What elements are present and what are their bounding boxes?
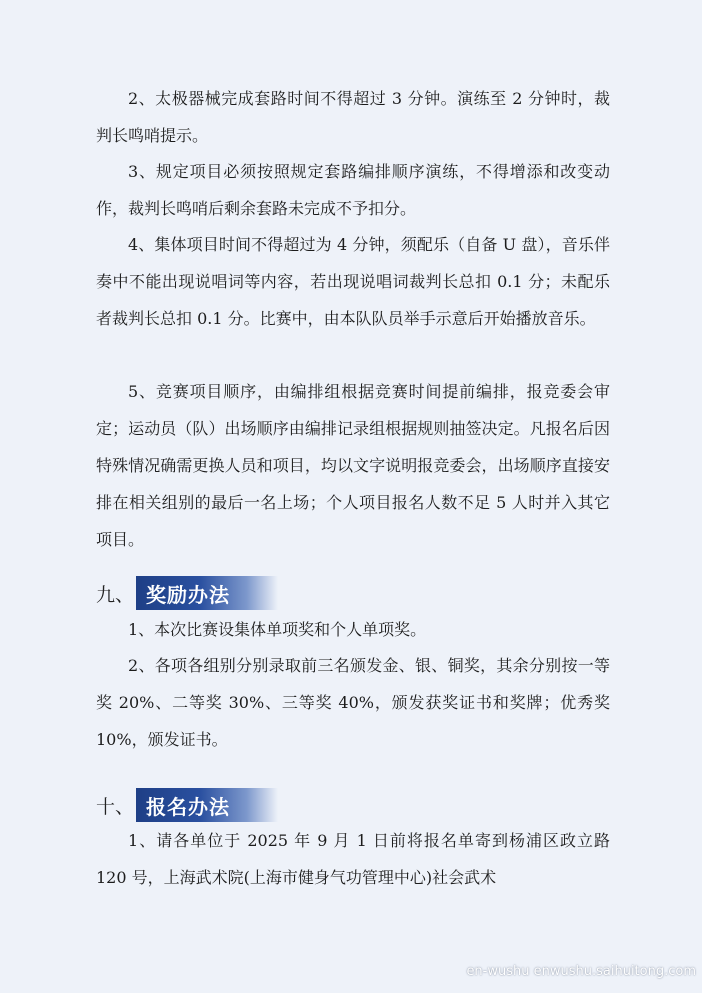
site-watermark: en-wushu enwushu.saihuitong.com bbox=[466, 964, 696, 979]
rule-paragraph-4: 4、集体项目时间不得超过为 4 分钟，须配乐（自备 U 盘），音乐伴奏中不能出现说唱词等内容，若出现说唱词裁判长总扣 0.1 分；未配乐者裁判长总扣 0.1 分。比赛中，由本队队员举手示意后开始播放音乐。 bbox=[96, 235, 610, 328]
rule-paragraph-2: 2、太极器械完成套路时间不得超过 3 分钟。演练至 2 分钟时，裁判长鸣哨提示。 bbox=[96, 89, 610, 145]
section-number: 十、 bbox=[96, 795, 135, 818]
rule-paragraph-3: 3、规定项目必须按照规定套路编排顺序演练，不得增添和改变动作，裁判长鸣哨后剩余套路未完成不予扣分。 bbox=[96, 162, 610, 218]
section-number: 九、 bbox=[96, 583, 135, 606]
rule-paragraph-5: 5、竞赛项目顺序，由编排组根据竞赛时间提前编排，报竞委会审定；运动员（队）出场顺序由编排记录组根据规则抽签决定。凡报名后因特殊情况确需更换人员和项目，均以文字说明报竞委会，出场顺序直接安排在相关组别的最后一名上场；个人项目报名人数不足 5 人时并入其它项目。 bbox=[96, 382, 610, 549]
awards-paragraph-1: 1、本次比赛设集体单项奖和个人单项奖。 bbox=[128, 620, 427, 639]
registration-paragraph-1: 1、请各单位于 2025 年 9 月 1 日前将报名单寄到杨浦区政立路 120 号，上海武术院(上海市健身气功管理中心)社会武术 bbox=[96, 831, 610, 887]
section-title-banner: 报名办法 bbox=[136, 788, 278, 822]
section-heading-awards bbox=[96, 576, 278, 610]
section-heading-registration bbox=[96, 788, 278, 822]
awards-paragraph-2: 2、各项各组别分别录取前三名颁发金、银、铜奖，其余分别按一等奖 20%、二等奖 30%、三等奖 40%，颁发获奖证书和奖牌；优秀奖 10%，颁发证书。 bbox=[96, 656, 610, 749]
section-title-banner: 奖励办法 bbox=[136, 576, 278, 610]
